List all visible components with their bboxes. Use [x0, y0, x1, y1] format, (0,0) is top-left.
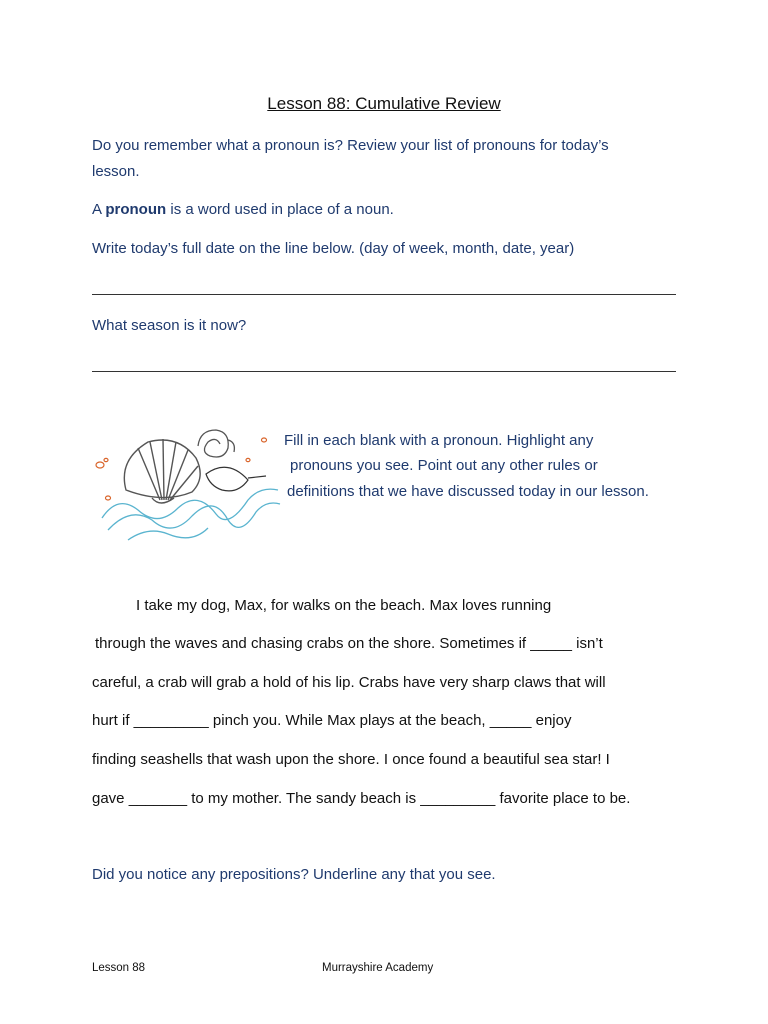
- passage-line-3: careful, a crab will grab a hold of his lip. Crabs have very sharp claws that will: [92, 674, 606, 691]
- date-answer-area[interactable]: [92, 276, 676, 294]
- seashells-clipart: [88, 420, 288, 545]
- scallop-shell-icon: [124, 439, 200, 503]
- passage-line-5: finding seashells that wash upon the shore. I once found a beautiful sea star! I: [92, 751, 610, 768]
- pebbles-icon: [96, 438, 267, 500]
- intro-line-1: Do you remember what a pronoun is? Review your list of pronouns for today’s: [92, 137, 609, 154]
- definition-term: pronoun: [105, 201, 167, 218]
- season-answer-area[interactable]: [92, 353, 676, 371]
- passage-line-4: hurt if _________ pinch you. While Max plays at the beach, _____ enjoy: [92, 712, 572, 729]
- pronoun-definition: [92, 200, 394, 220]
- passage-line-1: I take my dog, Max, for walks on the beach. Max loves running: [136, 597, 552, 614]
- instructions-line-2: pronouns you see. Point out any other rules or: [290, 457, 598, 474]
- season-answer-line: [92, 371, 676, 372]
- intro-line-2: lesson.: [92, 163, 140, 180]
- season-prompt: What season is it now?: [92, 317, 247, 334]
- shell-outline-icon: [206, 467, 266, 491]
- footer-school: Murrayshire Academy: [322, 962, 434, 974]
- snail-shell-icon: [198, 430, 234, 457]
- passage-line-6: gave _______ to my mother. The sandy beach is _________ favorite place to be.: [92, 790, 631, 807]
- page-title: Lesson 88: Cumulative Review: [267, 94, 501, 113]
- definition-prefix: A: [92, 201, 106, 218]
- date-answer-line: [92, 294, 676, 295]
- date-prompt: Write today’s full date on the line below. (day of week, month, date, year): [92, 240, 575, 257]
- prepositions-prompt: Did you notice any prepositions? Underline any that you see.: [92, 866, 496, 883]
- definition-suffix: is a word used in place of a noun.: [166, 201, 394, 218]
- passage-line-2: through the waves and chasing crabs on the shore. Sometimes if _____ isn’t: [95, 635, 603, 652]
- footer-lesson: Lesson 88: [92, 962, 146, 974]
- instructions-line-3: definitions that we have discussed today in our lesson.: [287, 483, 649, 500]
- wave-lines-icon: [102, 489, 280, 540]
- instructions-line-1: Fill in each blank with a pronoun. Highlight any: [284, 432, 594, 449]
